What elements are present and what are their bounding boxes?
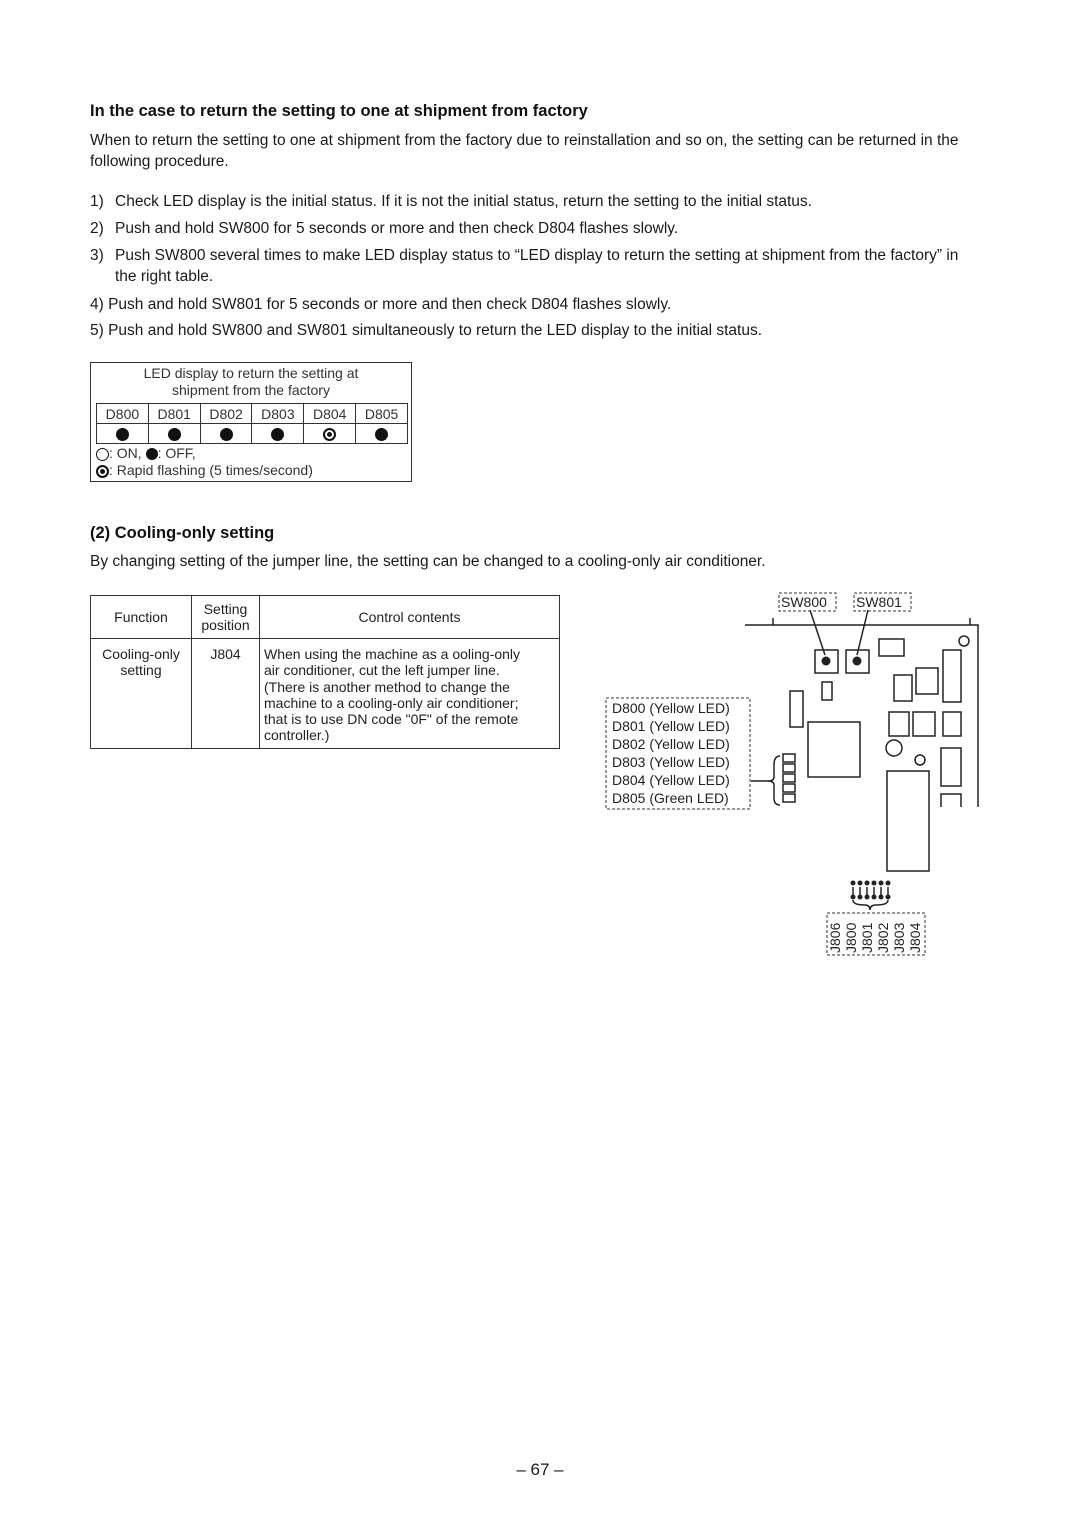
legend-rapid-text: : Rapid flashing (5 times/second) bbox=[109, 462, 313, 478]
jumper-label: J804 bbox=[907, 922, 923, 953]
leader-line bbox=[857, 610, 868, 655]
led-off-icon bbox=[116, 428, 129, 441]
leader-line bbox=[810, 610, 825, 655]
header-control-contents: Control contents bbox=[260, 596, 560, 639]
control-line: machine to a cooling-only air conditioner; bbox=[264, 694, 519, 711]
led-state-cell bbox=[97, 424, 149, 444]
header-setting-position bbox=[192, 596, 260, 639]
board-edge bbox=[773, 618, 970, 625]
step-3 bbox=[90, 245, 970, 287]
function-line2: setting bbox=[120, 662, 162, 678]
mount-hole bbox=[959, 636, 969, 646]
led-label: D804 (Yellow LED) bbox=[612, 772, 730, 788]
jumper-label: J806 bbox=[827, 922, 843, 953]
component bbox=[941, 748, 961, 786]
led-state-cell bbox=[148, 424, 200, 444]
step-4 bbox=[90, 294, 980, 315]
step-5 bbox=[90, 320, 980, 341]
led-component bbox=[783, 754, 795, 762]
led-component bbox=[783, 794, 795, 802]
component bbox=[822, 682, 832, 700]
led-label: D801 (Yellow LED) bbox=[612, 718, 730, 734]
table-row bbox=[91, 639, 560, 749]
led-table-title-line1: LED display to return the setting at bbox=[143, 365, 359, 381]
jumper-label: J803 bbox=[891, 922, 907, 953]
step-1 bbox=[90, 191, 980, 212]
step-number: 2) bbox=[90, 220, 104, 237]
step-text: Push and hold SW800 for 5 seconds or more and then check D804 flashes slowly. bbox=[115, 220, 679, 237]
led-off-icon bbox=[168, 428, 181, 441]
header-setting-line2: position bbox=[201, 617, 250, 633]
led-label: D803 (Yellow LED) bbox=[612, 754, 730, 770]
led-table-title bbox=[91, 363, 411, 398]
step-text: Check LED display is the initial status. If it is not the initial status, return the setting to the initial status. bbox=[115, 193, 812, 210]
control-line: air conditioner, cut the left jumper line. bbox=[264, 662, 500, 679]
step-text: 4) Push and hold SW801 for 5 seconds or more and then check D804 flashes slowly. bbox=[90, 296, 672, 313]
led-name: D804 bbox=[304, 404, 356, 424]
cooling-only-table bbox=[90, 595, 560, 749]
component bbox=[913, 712, 935, 736]
step-text: 5) Push and hold SW800 and SW801 simultaneously to return the LED display to the initial status. bbox=[90, 322, 763, 339]
control-line: controller.) bbox=[264, 727, 330, 744]
cooling-only-intro: By changing setting of the jumper line, the setting can be changed to a cooling-only air conditioner. bbox=[90, 553, 766, 570]
header-setting-line1: Setting bbox=[203, 601, 248, 617]
step-number: 1) bbox=[90, 193, 104, 210]
page-number: – 67 – bbox=[516, 1460, 564, 1479]
component bbox=[889, 712, 909, 736]
led-name: D802 bbox=[200, 404, 252, 424]
control-line: (There is another method to change the bbox=[264, 678, 510, 695]
step-text: Push SW800 several times to make LED display status to “LED display to return the setting at shipment from the factory” in the right table. bbox=[115, 247, 959, 285]
led-name: D805 bbox=[356, 404, 408, 424]
jumper-label: J801 bbox=[859, 922, 875, 953]
led-off-icon bbox=[271, 428, 284, 441]
legend-on-text: : ON, bbox=[109, 445, 142, 461]
table-header-row bbox=[91, 596, 560, 639]
led-off-icon bbox=[220, 428, 233, 441]
sw801-label: SW801 bbox=[856, 594, 902, 610]
section-heading-cooling-only: (2) Cooling-only setting bbox=[90, 524, 275, 542]
reset-intro: When to return the setting to one at shipment from the factory due to reinstallation and so on, the setting can be returned in the following procedure. bbox=[90, 132, 959, 170]
led-state-cell bbox=[304, 424, 356, 444]
cell-function bbox=[91, 639, 192, 749]
led-component bbox=[783, 784, 795, 792]
step-number: 3) bbox=[90, 247, 104, 264]
step-2 bbox=[90, 218, 980, 239]
led-off-icon bbox=[375, 428, 388, 441]
component bbox=[879, 639, 904, 656]
led-off-icon bbox=[146, 448, 158, 460]
jumper-label: J800 bbox=[843, 922, 859, 953]
component bbox=[790, 691, 803, 727]
led-state-cell bbox=[200, 424, 252, 444]
component bbox=[916, 668, 938, 694]
component bbox=[887, 771, 929, 871]
component bbox=[894, 675, 912, 701]
led-brace bbox=[768, 756, 780, 805]
section-heading-reset: In the case to return the setting to one at shipment from factory bbox=[90, 102, 588, 120]
control-line: When using the machine as a ooling-only bbox=[264, 646, 521, 662]
led-status-table bbox=[90, 362, 412, 482]
sw800-label: SW800 bbox=[781, 594, 827, 610]
cell-control bbox=[260, 639, 560, 749]
sw801-dot bbox=[853, 657, 862, 666]
led-state-cell bbox=[252, 424, 304, 444]
led-state-row bbox=[97, 424, 408, 444]
led-table-title-line2: shipment from the factory bbox=[172, 381, 330, 398]
led-grid bbox=[96, 403, 408, 444]
component bbox=[886, 740, 902, 756]
ic-chip bbox=[808, 722, 860, 777]
component bbox=[941, 794, 961, 807]
led-component bbox=[783, 774, 795, 782]
function-line1: Cooling-only bbox=[102, 646, 180, 662]
led-legend-on-off bbox=[96, 445, 196, 461]
component bbox=[943, 712, 961, 736]
led-name: D803 bbox=[252, 404, 304, 424]
led-component bbox=[783, 764, 795, 772]
header-function: Function bbox=[91, 596, 192, 639]
component bbox=[915, 755, 925, 765]
legend-off-text: : OFF, bbox=[157, 445, 196, 461]
sw800-dot bbox=[822, 657, 831, 666]
led-rapid-flash-icon bbox=[323, 428, 336, 441]
control-line: that is to use DN code "0F" of the remote bbox=[264, 711, 519, 728]
jumper-lines bbox=[853, 887, 888, 895]
jumper-label: J802 bbox=[875, 922, 891, 953]
led-name: D801 bbox=[148, 404, 200, 424]
jumper-brace bbox=[853, 900, 888, 910]
pcb-diagram bbox=[600, 585, 990, 965]
led-rapid-flash-icon bbox=[96, 465, 109, 478]
led-label: D802 (Yellow LED) bbox=[612, 736, 730, 752]
cell-position: J804 bbox=[192, 639, 260, 749]
led-label: D800 (Yellow LED) bbox=[612, 700, 730, 716]
led-state-cell bbox=[356, 424, 408, 444]
led-label: D805 (Green LED) bbox=[612, 790, 729, 806]
led-legend-rapid bbox=[96, 462, 313, 478]
led-on-icon bbox=[96, 448, 109, 461]
led-name: D800 bbox=[97, 404, 149, 424]
led-name-row bbox=[97, 404, 408, 424]
component bbox=[943, 650, 961, 702]
